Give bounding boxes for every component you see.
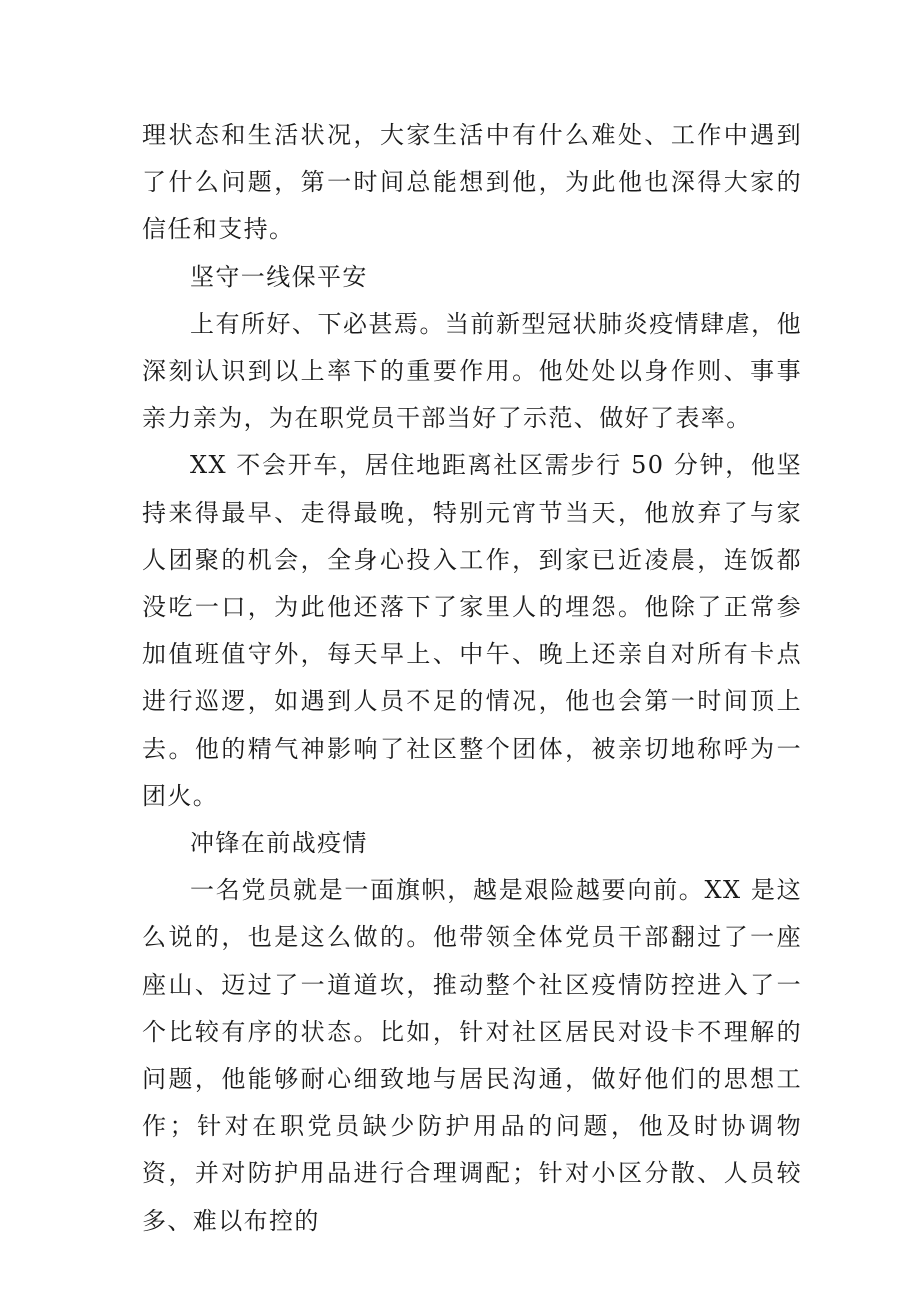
document-body: [142, 112, 802, 1245]
section-heading-2: 冲锋在前战疫情: [190, 829, 368, 858]
paragraph-3: 一名党员就是一面旗帜，越是艰险越要向前。XX 是这么说的，也是这么做的。他带领全体党员干部翻过了一座座山、迈过了一道道坎，推动整个社区疫情防控进入了一个比较有序的状态。比如，针对社区居民对设卡不理解的问题，他能够耐心细致地与居民沟通，做好他们的思想工作；针对在职党员缺少防护用品的问题，他及时协调物资，并对防护用品进行合理调配；针对小区分散、人员较多、难以布控的: [142, 876, 802, 1235]
paragraph-continued: 理状态和生活状况，大家生活中有什么难处、工作中遇到了什么问题，第一时间总能想到他，为此他也深得大家的信任和支持。: [142, 121, 802, 244]
paragraph-1: 上有所好、下必甚焉。当前新型冠状肺炎疫情肆虐，他深刻认识到以上率下的重要作用。他处处以身作则、事事亲力亲为，为在职党员干部当好了示范、做好了表率。: [142, 309, 802, 433]
paragraph-2: XX 不会开车，居住地距离社区需步行 50 分钟，他坚持来得最早、走得最晚，特别元宵节当天，他放弃了与家人团聚的机会，全身心投入工作，到家已近凌晨，连饭都没吃一口，为此他还落下了家里人的埋怨。他除了正常参加值班值守外，每天早上、中午、晚上还亲自对所有卡点进行巡逻，如遇到人员不足的情况，他也会第一时间顶上去。他的精气神影响了社区整个团体，被亲切地称呼为一团火。: [142, 451, 802, 810]
section-heading-1: 坚守一线保平安: [190, 262, 368, 291]
